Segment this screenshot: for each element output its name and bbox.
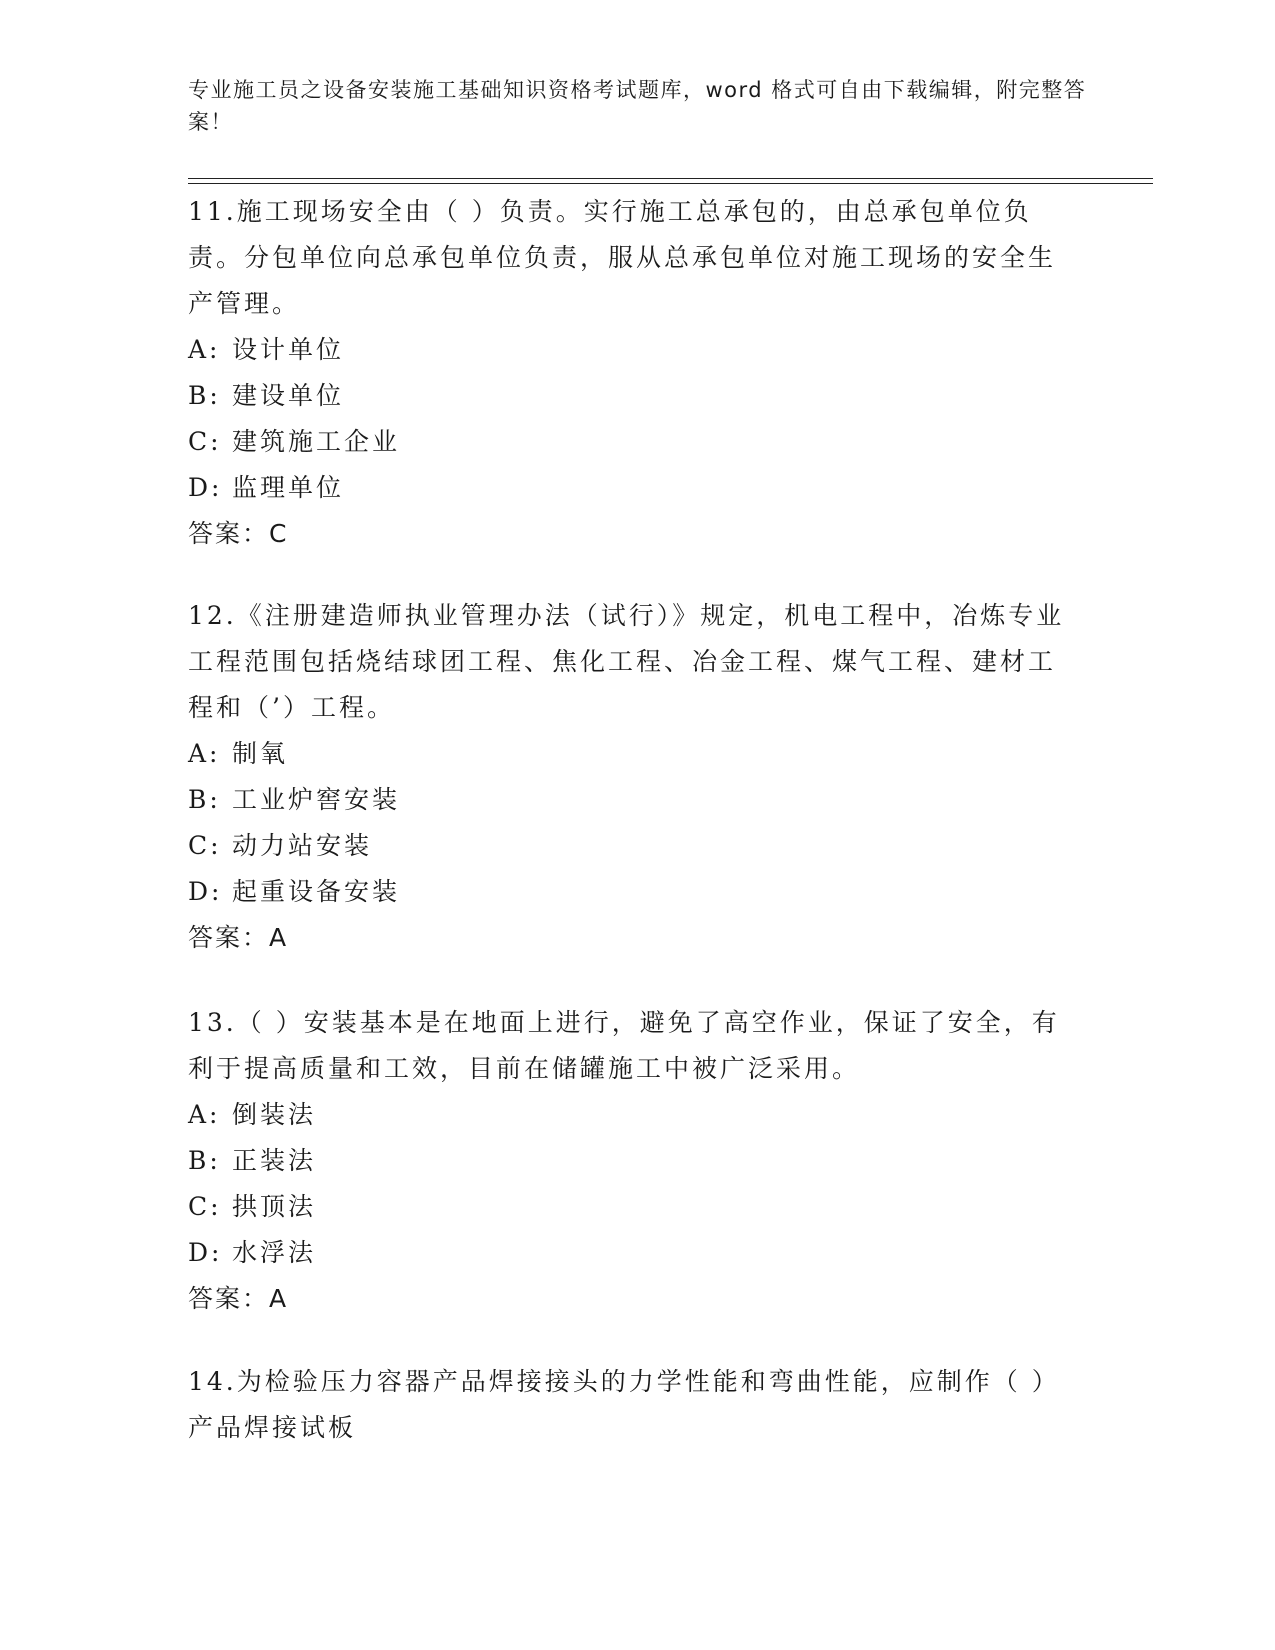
option-key: A: xyxy=(188,1100,221,1129)
question-11 xyxy=(188,189,1068,557)
option-b xyxy=(188,777,1068,823)
option-c xyxy=(188,419,1068,465)
option-b xyxy=(188,1138,1068,1184)
option-key: D: xyxy=(188,877,223,906)
option-text: 工业炉窖安装 xyxy=(232,785,401,814)
answer: 答案：C xyxy=(188,519,289,548)
option-text: 动力站安装 xyxy=(232,831,373,860)
answer: 答案：A xyxy=(188,923,289,952)
option-d xyxy=(188,465,1068,511)
option-key: B: xyxy=(188,1146,221,1175)
option-text: 监理单位 xyxy=(232,473,345,502)
option-text: 建设单位 xyxy=(232,381,345,410)
option-d xyxy=(188,869,1068,915)
option-d xyxy=(188,1230,1068,1276)
option-text: 设计单位 xyxy=(232,335,345,364)
option-key: B: xyxy=(188,785,221,814)
option-a xyxy=(188,1092,1068,1138)
option-text: 正装法 xyxy=(232,1146,317,1175)
option-key: C: xyxy=(188,1192,222,1221)
question-text: 13.（ ）安装基本是在地面上进行，避免了高空作业，保证了安全，有利于提高质量和工效，目前在储罐施工中被广泛采用。 xyxy=(188,1008,1060,1083)
option-key: A: xyxy=(188,335,221,364)
option-text: 倒装法 xyxy=(232,1100,317,1129)
option-text: 制氧 xyxy=(232,739,289,768)
option-c xyxy=(188,1184,1068,1230)
option-key: D: xyxy=(188,473,223,502)
option-key: C: xyxy=(188,427,222,456)
option-c xyxy=(188,823,1068,869)
question-text: 12.《注册建造师执业管理办法（试行）》规定，机电工程中，冶炼专业工程范围包括烧结球团工程、焦化工程、冶金工程、煤气工程、建材工程和（’）工程。 xyxy=(188,601,1065,722)
question-text: 14.为检验压力容器产品焊接接头的力学性能和弯曲性能，应制作（ ）产品焊接试板 xyxy=(188,1367,1060,1442)
question-13 xyxy=(188,1000,1068,1322)
option-a xyxy=(188,327,1068,373)
option-text: 拱顶法 xyxy=(232,1192,317,1221)
option-b xyxy=(188,373,1068,419)
option-key: D: xyxy=(188,1238,223,1267)
answer: 答案：A xyxy=(188,1284,289,1313)
option-key: A: xyxy=(188,739,221,768)
header-divider-bottom xyxy=(188,183,1153,184)
option-text: 建筑施工企业 xyxy=(232,427,401,456)
option-key: C: xyxy=(188,831,222,860)
option-text: 起重设备安装 xyxy=(232,877,401,906)
option-a xyxy=(188,731,1068,777)
question-14 xyxy=(188,1359,1068,1451)
question-12 xyxy=(188,593,1068,961)
option-text: 水浮法 xyxy=(232,1238,317,1267)
document-header xyxy=(188,74,1088,138)
header-divider-top xyxy=(188,178,1153,179)
header-title: 专业施工员之设备安装施工基础知识资格考试题库，word 格式可自由下载编辑，附完整答案！ xyxy=(188,78,1087,134)
option-key: B: xyxy=(188,381,221,410)
question-text: 11.施工现场安全由（ ）负责。实行施工总承包的，由总承包单位负责。分包单位向总承包单位负责，服从总承包单位对施工现场的安全生产管理。 xyxy=(188,197,1057,318)
